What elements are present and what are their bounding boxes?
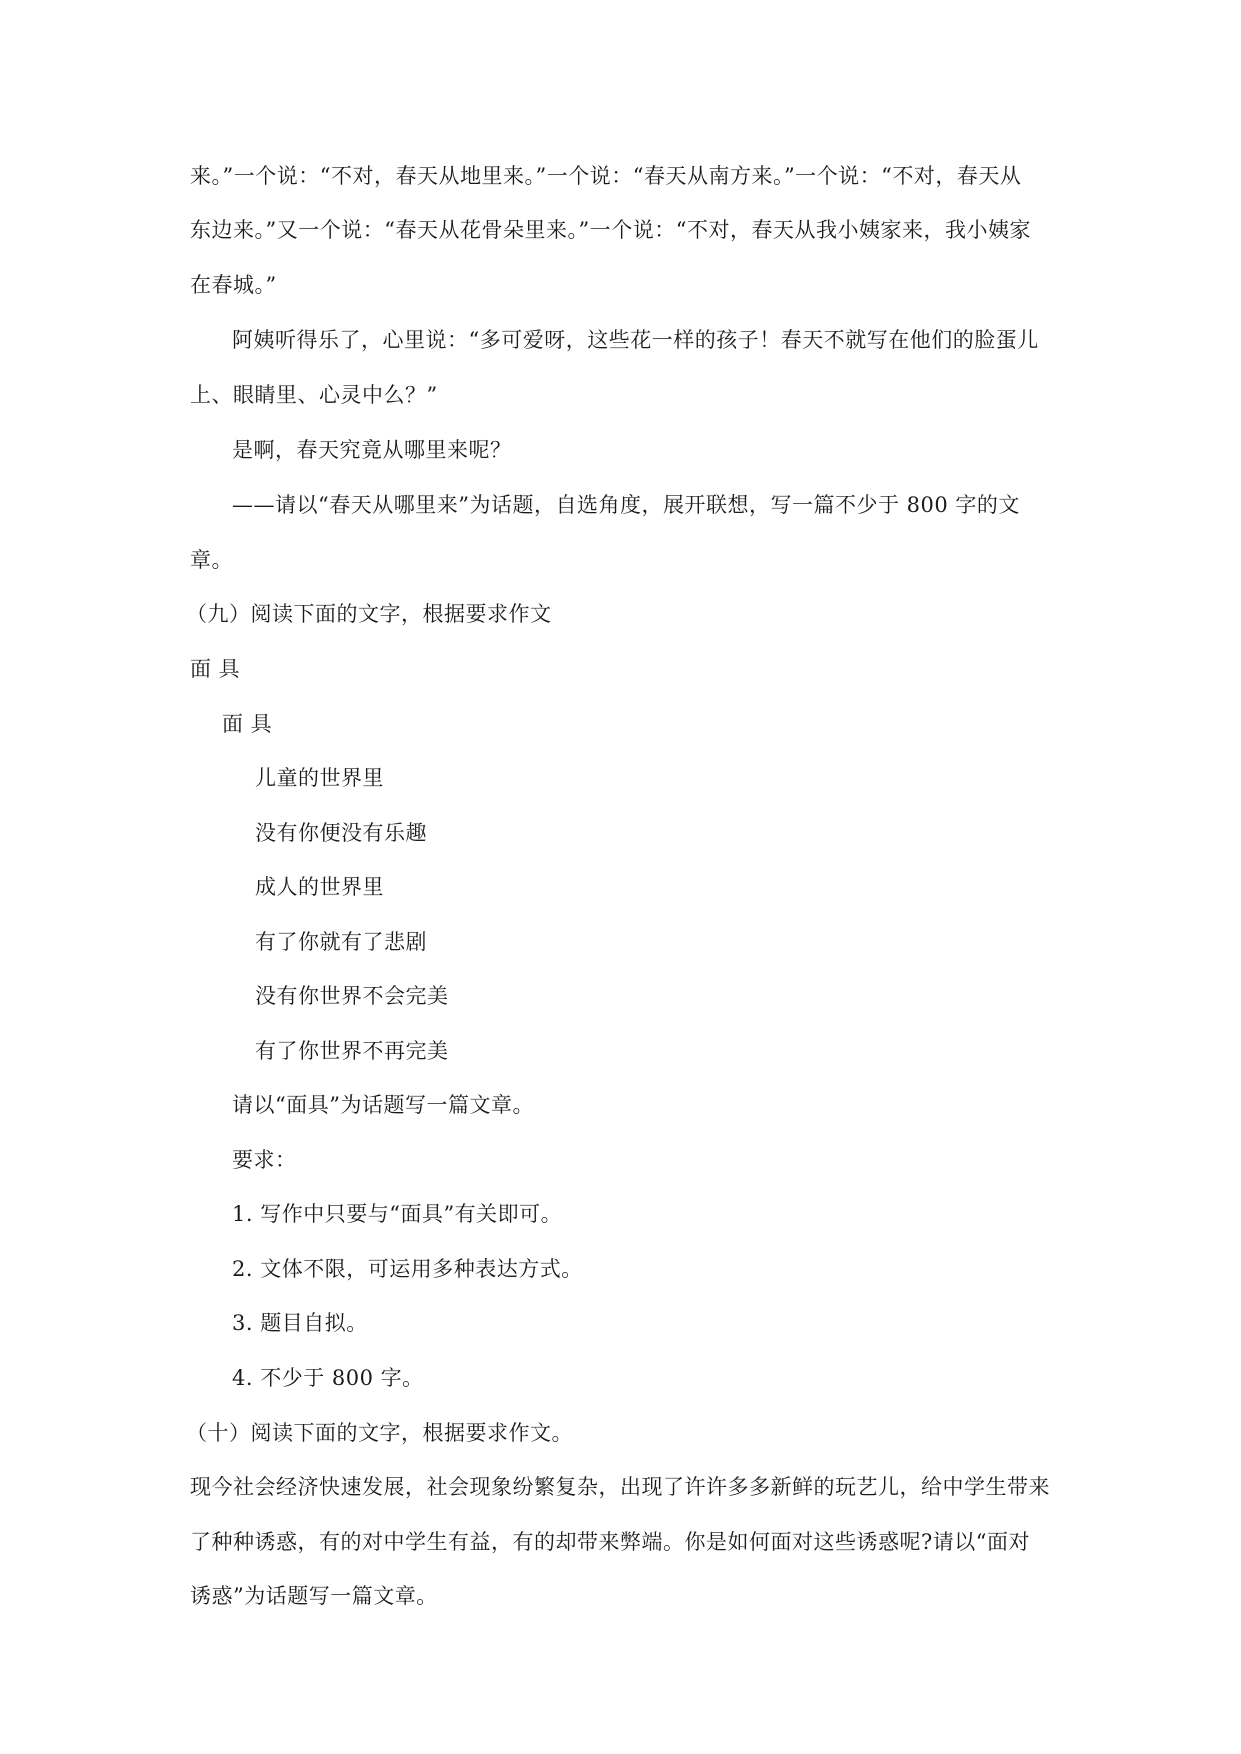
paragraph-line: 东边来。”又一个说：“春天从花骨朵里来。”一个说：“不对，春天从我小姨家来，我小姨家 xyxy=(190,218,1031,242)
paragraph-line: 来。”一个说：“不对，春天从地里来。”一个说：“春天从南方来。”一个说：“不对，春天从 xyxy=(190,164,1022,188)
poem-title: 面 具 xyxy=(190,657,241,681)
poem-line: 没有你世界不会完美 xyxy=(255,984,449,1008)
poem-line: 有了你世界不再完美 xyxy=(255,1039,449,1063)
paragraph-line: 是啊，春天究竟从哪里来呢？ xyxy=(232,438,512,462)
requirement-item: 1. 写作中只要与“面具”有关即可。 xyxy=(232,1202,563,1226)
section-heading: （十）阅读下面的文字，根据要求作文。 xyxy=(186,1421,573,1445)
prompt-line: 请以“面具”为话题写一篇文章。 xyxy=(232,1093,534,1117)
requirement-item: 3. 题目自拟。 xyxy=(232,1311,368,1335)
poem-line: 儿童的世界里 xyxy=(255,766,384,790)
poem-line: 有了你就有了悲剧 xyxy=(255,930,427,954)
prompt-line: 章。 xyxy=(190,548,233,572)
paragraph-line: 了种种诱惑，有的对中学生有益，有的却带来弊端。你是如何面对这些诱惑呢?请以“面对 xyxy=(190,1530,1030,1554)
poem-line: 没有你便没有乐趣 xyxy=(255,821,427,845)
prompt-line: ——请以“春天从哪里来”为话题，自选角度，展开联想，写一篇不少于 800 字的文 xyxy=(232,493,1020,517)
paragraph-line: 阿姨听得乐了，心里说：“多可爱呀，这些花一样的孩子！春天不就写在他们的脸蛋儿 xyxy=(232,328,1039,352)
paragraph-line: 现今社会经济快速发展，社会现象纷繁复杂，出现了许许多多新鲜的玩艺儿，给中学生带来 xyxy=(190,1475,1050,1499)
requirement-item: 2. 文体不限，可运用多种表达方式。 xyxy=(232,1257,583,1281)
section-heading: （九）阅读下面的文字，根据要求作文 xyxy=(186,602,552,626)
requirements-label: 要求： xyxy=(232,1148,297,1172)
poem-title: 面 具 xyxy=(222,712,273,736)
paragraph-line: 诱惑”为话题写一篇文章。 xyxy=(190,1584,438,1608)
requirement-item: 4. 不少于 800 字。 xyxy=(232,1366,424,1390)
paragraph-line: 在春城。” xyxy=(190,273,277,297)
paragraph-line: 上、眼睛里、心灵中么？” xyxy=(190,383,438,407)
poem-line: 成人的世界里 xyxy=(255,875,384,899)
